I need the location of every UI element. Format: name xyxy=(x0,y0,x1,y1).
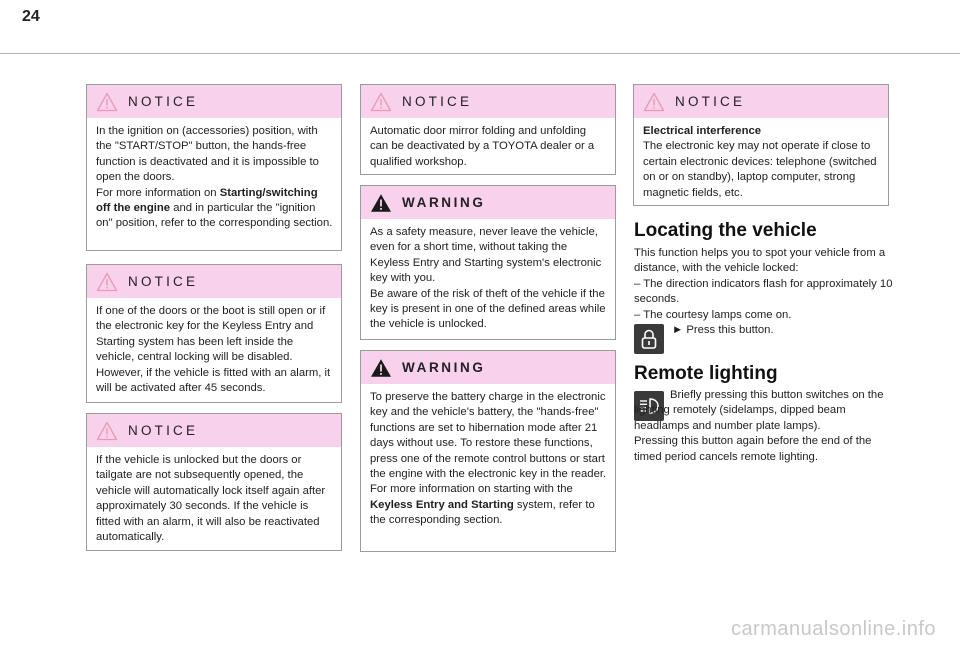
section-title-remote-lighting: Remote lighting xyxy=(634,363,778,384)
warning-body xyxy=(361,219,615,341)
notice-triangle-icon xyxy=(96,272,118,292)
notice-body xyxy=(87,298,341,404)
notice-header xyxy=(361,85,615,118)
warning-box-key-theft xyxy=(360,185,616,340)
notice-title: NOTICE xyxy=(128,423,199,438)
notice-heading: Electrical interference xyxy=(643,125,762,137)
notice-text: Automatic door mirror folding and unfolding can be deactivated by a TOYOTA dealer or a qualified workshop. xyxy=(370,125,595,168)
notice-title: NOTICE xyxy=(675,94,746,109)
notice-body xyxy=(361,118,615,178)
notice-box-mirror-folding xyxy=(360,84,616,175)
notice-triangle-icon xyxy=(96,92,118,112)
warning-header xyxy=(361,186,615,219)
warning-text: As a safety measure, never leave the vehicle, even for a short time, without taking the Keyless Entry and Starting system's electronic key with you. xyxy=(370,226,602,285)
notice-header xyxy=(87,85,341,118)
page-number: 24 xyxy=(22,8,40,25)
locating-press-instruction: ► Press this button. xyxy=(672,324,774,336)
lock-button-icon xyxy=(634,324,664,354)
warning-triangle-icon xyxy=(370,193,392,213)
header-divider xyxy=(0,53,960,54)
notice-box-interference xyxy=(633,84,889,206)
warning-box-battery xyxy=(360,350,616,552)
notice-body xyxy=(87,447,341,553)
section-title-locating: Locating the vehicle xyxy=(634,220,817,241)
notice-triangle-icon xyxy=(370,92,392,112)
warning-header xyxy=(361,351,615,384)
notice-text: For more information on Starting/switching off the engine and in particular the "ignition on" position, refer to the corresponding section. xyxy=(96,186,333,230)
warning-text: To preserve the battery charge in the electronic key and the vehicle's battery, the "hands-free" functions are set to hibernation mode after 21 days without use. To restore these functions, press one of the remote control buttons or start the engine with the electronic key in the reader. xyxy=(370,391,607,481)
notice-title: NOTICE xyxy=(128,94,199,109)
warning-body xyxy=(361,384,615,537)
warning-triangle-icon xyxy=(370,358,392,378)
notice-header xyxy=(634,85,888,118)
notice-text: The electronic key may not operate if close to certain electronic devices: telephone (switched on or on standby), laptop computer, strong magnetic fields, etc. xyxy=(643,140,877,199)
notice-body xyxy=(634,118,888,209)
notice-triangle-icon xyxy=(96,421,118,441)
warning-text: For more information on starting with the Keyless Entry and Starting system, refer to the corresponding section. xyxy=(370,483,595,527)
warning-text: Be aware of the risk of theft of the vehicle if the key is present in one of the defined areas while the vehicle is unlocked. xyxy=(370,287,606,331)
notice-text: However, if the vehicle is fitted with an alarm, it will be activated after 45 seconds. xyxy=(96,366,331,395)
notice-text: If one of the doors or the boot is still open or if the electronic key for the Keyless Entry and Starting system has been left inside the vehicle, central locking will be disabled. xyxy=(96,305,326,364)
warning-title: WARNING xyxy=(402,360,486,375)
notice-text: In the ignition on (accessories) position, with the "START/STOP" button, the hands-free function is deactivated and it is impossible to open the doors. xyxy=(96,125,319,184)
watermark: carmanualsonline.info xyxy=(730,618,936,640)
remote-lighting-text: Briefly pressing this button switches on the lighting remotely (sidelamps, dipped beam headlamps and number plate lamps). Pressing this button again before the end of the timed period cancels remote lighting. xyxy=(634,389,884,463)
notice-body xyxy=(87,118,341,240)
notice-triangle-icon xyxy=(643,92,665,112)
notice-text: If the vehicle is unlocked but the doors or tailgate are not subsequently opened, the vehicle will automatically lock itself again after approximately 30 seconds. If the vehicle is fitted with an alarm, it will also be reactivated automatically. xyxy=(96,454,326,544)
locating-text: This function helps you to spot your vehicle from a distance, with the vehicle locked: – The direction indicators flash for approximately 10 seconds. – The courtesy lamps come on. xyxy=(634,247,893,321)
notice-box-ignition xyxy=(86,84,342,251)
notice-box-auto-relock xyxy=(86,413,342,551)
notice-header xyxy=(87,414,341,447)
notice-title: NOTICE xyxy=(402,94,473,109)
notice-box-doors-open xyxy=(86,264,342,403)
notice-title: NOTICE xyxy=(128,274,199,289)
notice-header xyxy=(87,265,341,298)
warning-title: WARNING xyxy=(402,195,486,210)
